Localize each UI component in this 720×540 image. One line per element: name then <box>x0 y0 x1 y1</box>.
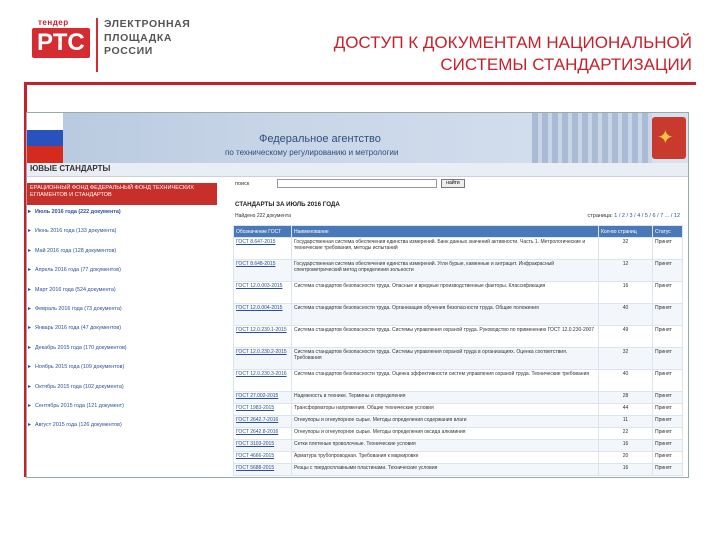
table-row <box>234 392 683 404</box>
table-row <box>234 326 683 348</box>
standard-name: Надежность в технике. Термины и определения <box>292 392 599 404</box>
standard-code-link[interactable]: ГОСТ 12.0.003-2015 <box>234 282 292 304</box>
page-count: 16 <box>599 464 653 476</box>
standard-name: Арматура трубопроводная. Требования к маркировке <box>292 452 599 464</box>
status-text: Принят <box>653 404 683 416</box>
banner-subtitle: по техническому регулированию и метрологии <box>225 148 399 157</box>
sidebar-item-month[interactable]: ▸ Январь 2016 года (47 документов) <box>27 325 231 344</box>
standard-code-link[interactable]: ГОСТ 3103-2015 <box>234 440 292 452</box>
page-count: 32 <box>599 348 653 370</box>
coat-of-arms-icon: ✦ <box>652 117 686 159</box>
table-body <box>234 238 683 476</box>
results-count: Найдено 222 документа <box>235 213 291 219</box>
slide-title <box>334 32 692 76</box>
section-bar <box>27 163 689 177</box>
standard-code-link[interactable]: ГОСТ 1983-2015 <box>234 404 292 416</box>
pagination-links[interactable]: 1 / 2 / 3 / 4 / 5 / 6 / 7 ... / 12 <box>614 213 680 219</box>
sidebar-header-line: ЕГЛАМЕНТОВ И СТАНДАРТОВ <box>30 192 112 198</box>
table-row <box>234 452 683 464</box>
month-list <box>27 209 231 442</box>
standard-name: Огнеупоры и огнеупорное сырье. Методы определения содержания влаги <box>292 416 599 428</box>
status-text: Принят <box>653 304 683 326</box>
table-row <box>234 370 683 392</box>
column-header[interactable]: Кол-во страниц <box>599 226 653 238</box>
page-count: 20 <box>599 452 653 464</box>
sidebar-item-month[interactable]: ▸ Август 2015 года (126 документов) <box>27 422 231 441</box>
status-text: Принят <box>653 440 683 452</box>
table-row <box>234 282 683 304</box>
section-bar-title: ЮВЫЕ СТАНДАРТЫ <box>30 164 111 173</box>
standard-code-link[interactable]: ГОСТ 27.002-2015 <box>234 392 292 404</box>
slide-title-line: СИСТЕМЫ СТАНДАРТИЗАЦИИ <box>440 55 692 74</box>
page-title: СТАНДАРТЫ ЗА ИЮЛЬ 2016 ГОДА <box>235 201 340 208</box>
building-image <box>532 113 652 163</box>
table-row <box>234 304 683 326</box>
page-count: 22 <box>599 428 653 440</box>
standard-name: Резцы с твердосплавными пластинами. Технические условия <box>292 464 599 476</box>
table-row <box>234 238 683 260</box>
status-text: Принят <box>653 452 683 464</box>
page-count: 11 <box>599 416 653 428</box>
standard-name: Система стандартов безопасности труда. Организация обучения безопасности труда. Общие положения <box>292 304 599 326</box>
standard-code-link[interactable]: ГОСТ 5688-2015 <box>234 464 292 476</box>
pagination-label: страница: <box>587 213 613 219</box>
standard-code-link[interactable]: ГОСТ 4666-2015 <box>234 452 292 464</box>
standard-name: Государственная система обеспечения единства измерений. Банк данных значений активности. Часть 1. Метрологические и технические требования, методы испытаний <box>292 238 599 260</box>
status-text: Принят <box>653 370 683 392</box>
page-count: 44 <box>599 404 653 416</box>
logo-caption <box>104 18 190 59</box>
status-text: Принят <box>653 392 683 404</box>
standard-code-link[interactable]: ГОСТ 2642.7-2016 <box>234 416 292 428</box>
logo-line: ПЛОЩАДКА <box>104 31 173 44</box>
logo-line: РОССИИ <box>104 45 153 57</box>
column-header[interactable]: Обозначение ГОСТ <box>234 226 292 238</box>
site-banner <box>27 113 689 163</box>
table-row <box>234 440 683 452</box>
standard-code-link[interactable]: ГОСТ 12.0.230.3-2016 <box>234 370 292 392</box>
table-row <box>234 404 683 416</box>
status-text: Принят <box>653 326 683 348</box>
table-row <box>234 260 683 282</box>
page-count: 49 <box>599 326 653 348</box>
table-header-row <box>234 226 683 238</box>
sidebar-item-month[interactable]: ▸ Июль 2016 года (222 документа) <box>27 209 231 228</box>
status-text: Принят <box>653 282 683 304</box>
standard-name: Сетки плетеные проволочные. Технические условия <box>292 440 599 452</box>
standard-name: Система стандартов безопасности труда. Опасные и вредные производственные факторы. Классификация <box>292 282 599 304</box>
status-text: Принят <box>653 348 683 370</box>
standard-name: Система стандартов безопасности труда. Системы управления охраной труда в организациях. Оценка соответствия. Требования <box>292 348 599 370</box>
sidebar-item-month[interactable]: ▸ Апрель 2016 года (77 документов) <box>27 267 231 286</box>
standard-name: Система стандартов безопасности труда. Оценка эффективности систем управления охраной труда. Технические требования <box>292 370 599 392</box>
page-count: 32 <box>599 238 653 260</box>
page-count: 16 <box>599 440 653 452</box>
search-input[interactable] <box>277 179 437 188</box>
website-screenshot <box>26 112 689 478</box>
left-sidebar <box>27 183 231 478</box>
sidebar-header[interactable] <box>27 183 217 205</box>
standard-code-link[interactable]: ГОСТ 2642.8-2016 <box>234 428 292 440</box>
sidebar-item-month[interactable]: ▸ Декабрь 2015 года (170 документов) <box>27 345 231 364</box>
status-text: Принят <box>653 238 683 260</box>
standard-name: Государственная система обеспечения единства измерений. Угли бурые, каменные и антрацит. Инфракрасный спектрометрический метод определения зольности <box>292 260 599 282</box>
column-header[interactable]: Наименование <box>292 226 599 238</box>
logo-line: ЭЛЕКТРОННАЯ <box>104 18 191 30</box>
pagination <box>588 213 681 219</box>
sidebar-item-month[interactable]: ▸ Сентябрь 2015 года (121 документ) <box>27 403 231 422</box>
status-text: Принят <box>653 464 683 476</box>
page-count: 40 <box>599 370 653 392</box>
standard-name: Трансформаторы напряжения. Общие технические условия <box>292 404 599 416</box>
sidebar-header-line: ЕРАЦИОННЫЙ ФОНД ФЕДЕРАЛЬНЫЙ ФОНД ТЕХНИЧЕСКИХ <box>30 185 194 191</box>
standards-table <box>233 225 683 476</box>
column-header[interactable]: Статус <box>653 226 683 238</box>
search-label: поиск <box>235 181 250 187</box>
sidebar-item-month[interactable]: ▸ Март 2016 года (524 документа) <box>27 287 231 306</box>
status-text: Принят <box>653 428 683 440</box>
sidebar-item-month[interactable]: ▸ Февраль 2016 года (73 документа) <box>27 306 231 325</box>
search-area <box>235 179 689 199</box>
sidebar-item-month[interactable]: ▸ Июнь 2016 года (133 документа) <box>27 228 231 247</box>
sidebar-item-month[interactable]: ▸ Ноябрь 2015 года (109 документов) <box>27 364 231 383</box>
standard-code-link[interactable]: ГОСТ 12.0.004-2015 <box>234 304 292 326</box>
page-count: 16 <box>599 282 653 304</box>
standard-code-link[interactable]: ГОСТ 12.0.230.2-2015 <box>234 348 292 370</box>
page-count: 40 <box>599 304 653 326</box>
table-row <box>234 428 683 440</box>
logo-rts-text: РТС <box>32 28 90 58</box>
slide-title-line: ДОСТУП К ДОКУМЕНТАМ НАЦИОНАЛЬНОЙ <box>333 33 692 52</box>
banner-title: Федеральное агентство <box>259 133 381 145</box>
table-row <box>234 464 683 476</box>
sidebar-item-month[interactable]: ▸ Октябрь 2015 года (102 документа) <box>27 384 231 403</box>
search-button[interactable]: найти <box>441 179 465 188</box>
page-count: 28 <box>599 392 653 404</box>
sidebar-item-month[interactable]: ▸ Май 2016 года (128 документов) <box>27 248 231 267</box>
russian-flag-icon <box>27 113 63 163</box>
standard-name: Огнеупоры и огнеупорное сырье. Методы определения оксида алюминия <box>292 428 599 440</box>
standard-code-link[interactable]: ГОСТ 8.648-2015 <box>234 260 292 282</box>
header-divider <box>24 82 696 85</box>
page-count: 12 <box>599 260 653 282</box>
status-text: Принят <box>653 260 683 282</box>
standard-code-link[interactable]: ГОСТ 12.0.230.1-2015 <box>234 326 292 348</box>
logo-separator <box>96 18 98 72</box>
logo-tender-text: тендер <box>38 18 69 27</box>
standard-code-link[interactable]: ГОСТ 8.647-2015 <box>234 238 292 260</box>
rts-logo <box>28 16 94 74</box>
table-row <box>234 348 683 370</box>
status-text: Принят <box>653 416 683 428</box>
standard-name: Система стандартов безопасности труда. Системы управления охраной труда. Руководство по применению ГОСТ 12.0.230-2007 <box>292 326 599 348</box>
table-row <box>234 416 683 428</box>
